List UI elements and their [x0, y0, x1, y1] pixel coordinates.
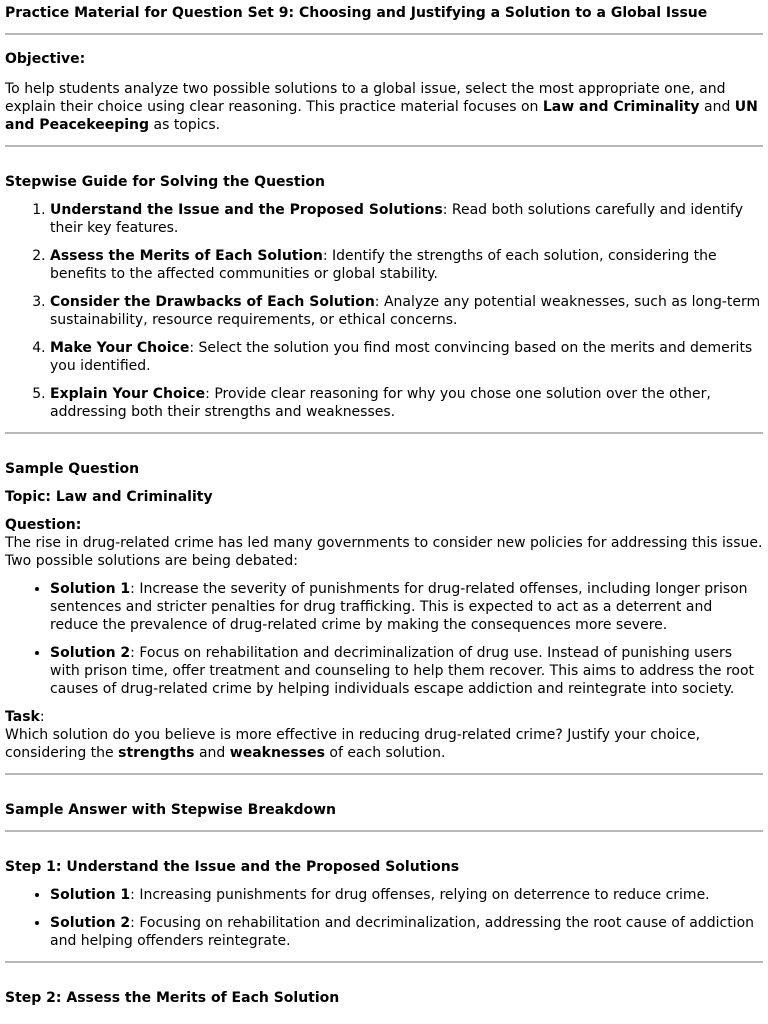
divider: [5, 432, 763, 434]
question-block: [5, 516, 763, 570]
divider: [5, 773, 763, 775]
list-item: • Solution 2: Focus on rehabilitation and decriminalization of drug use. Instead of punishing users with prison time, offer treatment and counseling to help them recover. This aims to address the root causes of drug-related crime by helping individuals escape addiction and reintegrate into society.: [50, 644, 763, 698]
task-label: Task: [5, 709, 40, 725]
step1-heading: Step 1: Understand the Issue and the Proposed Solutions: [5, 859, 460, 875]
list-item: 2. Assess the Merits of Each Solution: Identify the strengths of each solution, considering the benefits to the affected communities or global stability.: [50, 247, 763, 283]
divider: [5, 961, 763, 963]
list-item: • Solution 1: Increasing punishments for drug offenses, relying on deterrence to reduce crime.: [50, 886, 763, 904]
divider: [5, 145, 763, 147]
step1-list: [5, 886, 763, 950]
list-item: 3. Consider the Drawbacks of Each Solution: Analyze any potential weaknesses, such as long-term sustainability, resource requirements, or ethical concerns.: [50, 293, 763, 329]
divider: [5, 33, 763, 35]
topic-law: Law and Criminality: [542, 99, 700, 115]
sample-answer-heading: Sample Answer with Stepwise Breakdown: [5, 802, 337, 818]
solutions-list: [5, 580, 763, 698]
list-item: 5. Explain Your Choice: Provide clear reasoning for why you chose one solution over the other, addressing both their strengths and weaknesses.: [50, 385, 763, 421]
page-title: Practice Material for Question Set 9: Choosing and Justifying a Solution to a Global Issue: [5, 5, 708, 21]
objective-heading: Objective:: [5, 51, 86, 67]
guide-heading: Stepwise Guide for Solving the Question: [5, 174, 325, 190]
list-item: 4. Make Your Choice: Select the solution you find most convincing based on the merits and demerits you identified.: [50, 339, 763, 375]
topic-un: UN and Peacekeeping: [5, 99, 758, 133]
objective-text: To help students analyze two possible solutions to a global issue, select the most appropriate one, and explain their choice using clear reasoning. This practice material focuses on Law and Criminality and UN and Peacekeeping as topics.: [5, 81, 758, 133]
list-item: • Solution 2: Focusing on rehabilitation and decriminalization, addressing the root cause of addiction and helping offenders reintegrate.: [50, 914, 763, 950]
step2-heading: Step 2: Assess the Merits of Each Solution: [5, 990, 340, 1006]
list-item: • Solution 1: Increase the severity of punishments for drug-related offenses, including longer prison sentences and stricter penalties for drug trafficking. This is expected to act as a deterrent and reduce the prevalence of drug-related crime by making the consequences more severe.: [50, 580, 763, 634]
question-label: Question:: [5, 517, 82, 533]
sample-question-topic: Topic: Law and Criminality: [5, 489, 213, 505]
list-item: 1. Understand the Issue and the Proposed Solutions: Read both solutions carefully and identify their key features.: [50, 201, 763, 237]
divider: [5, 830, 763, 832]
question-text: The rise in drug-related crime has led many governments to consider new policies for addressing this issue. Two possible solutions are being debated:: [5, 535, 763, 569]
guide-steps-list: [5, 201, 763, 421]
task-block: Task: Which solution do you believe is more effective in reducing drug-related crime? Justify your choice, considering the strengths and weaknesses of each solution.: [5, 709, 701, 761]
sample-question-heading: Sample Question: [5, 461, 140, 477]
